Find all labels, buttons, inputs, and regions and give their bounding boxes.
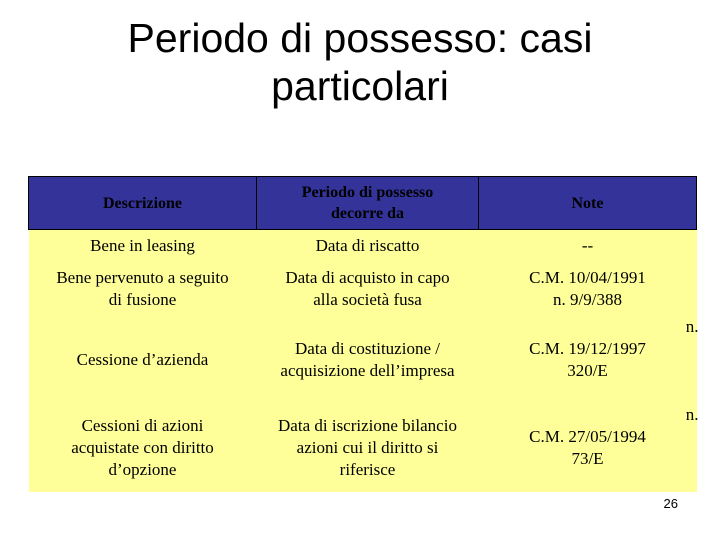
cell-periodo: Data di riscatto: [257, 230, 479, 262]
cell-periodo: Data di iscrizione bilancio azioni cui il diritto si riferisce: [257, 404, 479, 492]
cases-table: [28, 176, 697, 492]
header-periodo: Periodo di possesso decorre da: [257, 177, 479, 230]
cell-note: --: [479, 230, 697, 262]
slide-title: Periodo di possesso: casi particolari: [127, 15, 593, 109]
table-row: [29, 404, 697, 492]
table-row: [29, 230, 697, 262]
cell-note: [479, 404, 697, 492]
cell-periodo: Data di acquisto in capo alla società fusa: [257, 262, 479, 316]
note-text: C.M. 27/05/1994 73/E: [529, 426, 646, 468]
table-row: [29, 262, 697, 316]
cell-note: C.M. 10/04/1991 n. 9/9/388: [479, 262, 697, 316]
table-row: [29, 316, 697, 404]
header-descrizione: Descrizione: [29, 177, 257, 230]
cell-descrizione: Bene in leasing: [29, 230, 257, 262]
note-text: C.M. 19/12/1997 320/E: [529, 338, 646, 380]
cell-note: [479, 316, 697, 404]
cell-descrizione: Cessioni di azioni acquistate con diritto d’opzione: [29, 404, 257, 492]
header-note: Note: [479, 177, 697, 230]
note-suffix: n.: [685, 316, 699, 336]
note-suffix: n.: [685, 404, 699, 424]
cell-periodo: Data di costituzione / acquisizione dell’impresa: [257, 316, 479, 404]
page-number: 26: [663, 496, 678, 511]
cell-descrizione: Bene pervenuto a seguito di fusione: [29, 262, 257, 316]
cell-descrizione: Cessione d’azienda: [29, 316, 257, 404]
table-header-row: [29, 177, 697, 230]
